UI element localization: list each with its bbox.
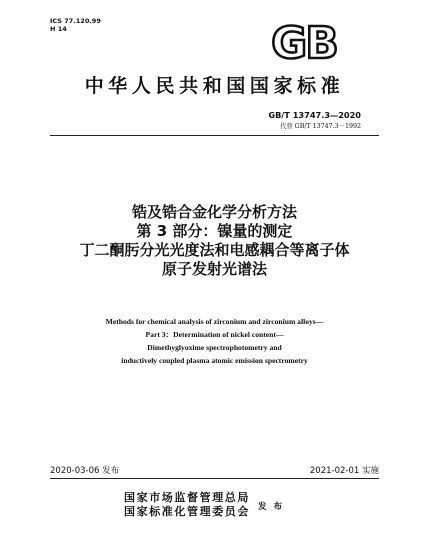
publish-label: 发 布 xyxy=(258,502,284,512)
publisher-1: 国家市场监督管理总局 xyxy=(124,491,250,504)
title-cn-line-2: 第 3 部分：镍量的测定 xyxy=(136,222,293,240)
title-cn-line-4: 原子发射光谱法 xyxy=(161,260,267,278)
replaces-standard: 代替 GB/T 13747.3－1992 xyxy=(280,123,361,130)
standard-number: GB/T 13747.3—2020 xyxy=(268,110,361,120)
gb-logo xyxy=(268,20,340,64)
title-en-line-3: Dimethyglyoxime spectrophotometry and xyxy=(147,343,282,352)
title-cn-line-1: 锆及锆合金化学分析方法 xyxy=(131,203,297,221)
bottom-divider xyxy=(50,478,379,479)
implement-date: 2021-02-01 实施 xyxy=(309,466,379,476)
title-cn-line-3: 丁二酮肟分光光度法和电感耦合等离子体 xyxy=(79,241,350,259)
ics-code: ICS 77.120.99 xyxy=(50,17,101,25)
title-en-line-1: Methods for chemical analysis of zirconium and zirconium alloys— xyxy=(105,317,324,326)
standard-title: 中华人民共和国国家标准 xyxy=(84,75,345,97)
top-divider xyxy=(50,135,379,136)
ccs-code: H 14 xyxy=(50,25,67,33)
title-en-line-4: inductively coupled plasma atomic emission spectrometry xyxy=(121,356,308,365)
issue-date: 2020-03-06 发布 xyxy=(50,466,120,476)
title-en-line-2: Part 3：Determination of nickel content— xyxy=(145,330,284,339)
gb-logo-text: GB xyxy=(271,20,337,64)
publisher-2: 国家标准化管理委员会 xyxy=(124,505,250,518)
